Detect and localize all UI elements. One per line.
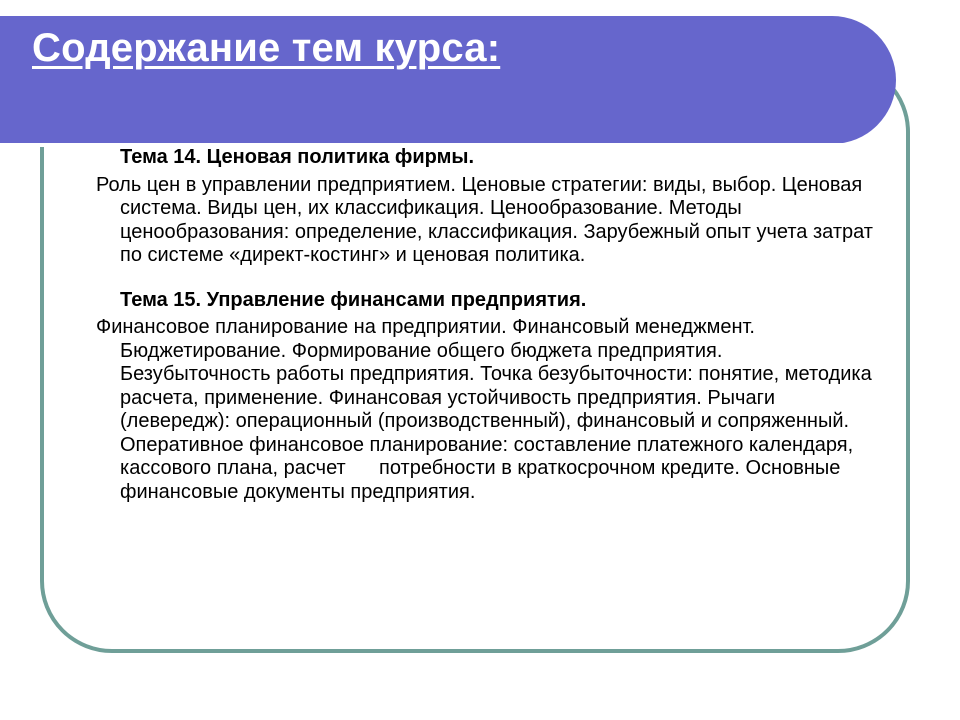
topic-15 <box>96 288 908 505</box>
topic-spacer <box>96 268 876 289</box>
topic-description: Роль цен в управлении предприятием. Ценовые стратегии: виды, выбор. Ценовая система. Виды цен, их классификация. Ценообразование. Методы ценообразования: определение, классификация. Зарубежный опыт учета затрат по системе «директ-костинг» и ценовая политика. <box>96 173 873 266</box>
slide-body <box>96 146 908 504</box>
topic-description: Финансовое планирование на предприятии. Финансовый менеджмент. Бюджетирование. Формирование общего бюджета предприятия. Безубыточность работы предприятия. Точка безубыточности: понятие, методика расчета, применение. Финансовая устойчивость предприятия. Рычаги (левередж): операционный (производственный), финансовый и сопряженный. Оперативное финансовое планирование: составление платежного календаря, кассового плана, расчет потребности в краткосрочном кредите. Основные финансовые документы предприятия. <box>96 316 908 503</box>
topic-heading: Тема 15. Управление финансами предприятия. <box>120 288 587 311</box>
slide-title: Содержание тем курса: <box>32 26 501 70</box>
topic-heading: Тема 14. Ценовая политика фирмы. <box>120 146 475 168</box>
topic-14 <box>96 146 876 268</box>
